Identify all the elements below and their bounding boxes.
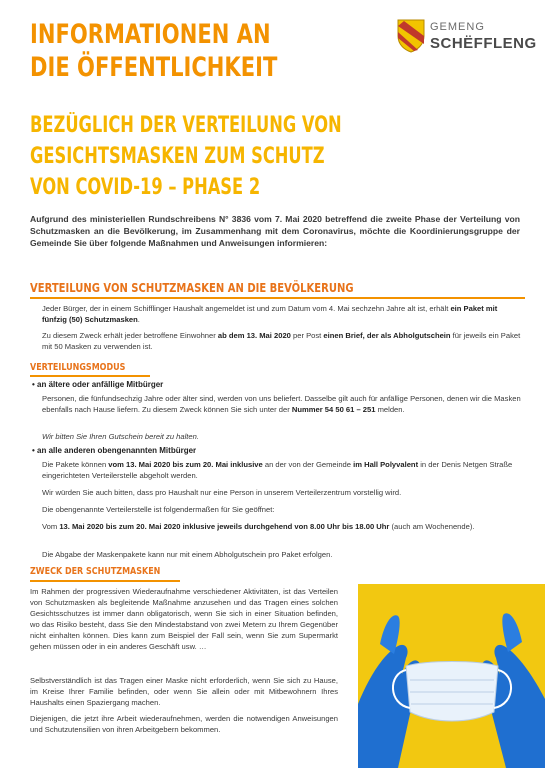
title-line-1: INFORMATIONEN AN	[30, 19, 271, 50]
text-run-bold: einen Brief, der als Abholgutschein	[323, 331, 451, 340]
elderly-paragraph	[42, 393, 522, 415]
text-run-bold: im Hall Polyvalent	[353, 460, 419, 469]
text-run: Die Pakete können	[42, 460, 109, 469]
section-divider	[30, 375, 150, 377]
section-heading-distribution: VERTEILUNG VON SCHUTZMASKEN AN DIE BEVÖLKERUNG	[30, 280, 354, 295]
distribution-paragraph-2	[42, 330, 522, 352]
subtitle-line-1: BEZÜGLICH DER VERTEILUNG VON	[30, 113, 342, 138]
text-run-bold: 13. Mai 2020 bis zum 20. Mai 2020 inklusive jeweils durchgehend von 8.00 Uhr bis 18.00 Uhr	[59, 522, 390, 531]
purpose-paragraph-3: Diejenigen, die jetzt ihre Arbeit wiederaufnehmen, werden die notwendigen Anweisungen und Schutzutensilien von ihren Arbeitgebern bekommen.	[30, 714, 338, 734]
text-run: in der Denis Netgen Straße eingerichteten Verteilerstelle abgeholt werden.	[42, 460, 513, 480]
subtitle-line-2: GESICHTSMASKEN ZUM SCHUTZ	[30, 144, 325, 169]
section-heading-purpose: ZWECK DER SCHUTZMASKEN	[30, 566, 161, 577]
logo-top-text: GEMENG	[430, 21, 485, 33]
text-run-bold: ab dem 13. Mai 2020	[217, 331, 291, 340]
section-divider	[30, 297, 525, 299]
text-run: an der von der Gemeinde	[262, 460, 354, 469]
bullet-elderly: • an ältere oder anfällige Mitbürger	[32, 380, 164, 389]
text-run: (auch am Wochenende).	[389, 522, 475, 531]
opening-intro: Die obengenannte Verteilerstelle ist folgendermaßen für Sie geöffnet:	[42, 505, 275, 514]
text-run: .	[137, 315, 140, 324]
municipality-logo	[396, 18, 536, 66]
text-run: Jeder Bürger, der in einem Schifflinger Haushalt angemeldet ist und zum Datum vom 4. Mai sechzehn Jahre alt ist, erhält	[42, 304, 451, 313]
text-run: Zu diesem Zweck erhält jeder betroffene Einwohner	[42, 331, 218, 340]
page-title	[30, 18, 295, 84]
phone-number: Nummer 54 50 61 – 251	[291, 405, 376, 414]
section-divider	[30, 580, 180, 582]
text-run: per Post	[290, 331, 324, 340]
household-note: Wir würden Sie auch bitten, dass pro Haushalt nur eine Person in unserem Verteilerzentrum vorstellig wird.	[42, 488, 402, 497]
text-run-bold: vom 13. Mai 2020 bis zum 20. Mai inklusive	[108, 460, 263, 469]
section-heading-mode: VERTEILUNGSMODUS	[30, 362, 126, 373]
distribution-paragraph-1	[42, 303, 522, 325]
mask-photo	[358, 584, 545, 768]
municipal-coat-of-arms-icon	[396, 18, 426, 54]
title-line-2: DIE ÖFFENTLICHKEIT	[30, 52, 278, 83]
purpose-paragraph-1: Im Rahmen der progressiven Wiederaufnahme verschiedener Aktivitäten, ist das Verteilen von Schutzmasken als begleitende Maßnahme anzusehen und das Tragen eines solchen Gesichtsschutzes ist immer dann obligatorisch, wenn Sie sich in einer Situation befinden, wo das Risiko besteht, dass Sie den Mindestabstand von zwei Metern zu Ihrem Gegenüber nicht einhalten können. Dies kann zum Beispiel der Fall sein, wenn Sie zum Supermarkt gehen müssen oder in ein anderes Geschäft usw. …	[30, 587, 338, 651]
intro-paragraph: Aufgrund des ministeriellen Rundschreibens N° 3836 vom 7. Mai 2020 betreffend die zweite Phase der Verteilung von Schutzmasken an die Bevölkerung, im Zusammenhang mit dem Coronavirus, möchte die Koordinierungsgruppe der Gemeinde Sie über folgende Maßnahmen und Anweisungen informieren:	[30, 214, 520, 248]
voucher-note: Wir bitten Sie Ihren Gutschein bereit zu halten.	[42, 432, 199, 441]
page-subtitle	[30, 110, 342, 203]
logo-name-text: SCHËFFLENG	[430, 35, 537, 52]
text-run: Vom	[42, 522, 60, 531]
subtitle-line-3: VON COVID-19 – PHASE 2	[30, 175, 261, 200]
text-run-bold: ein Paket mit fünfzig (50) Schutzmasken	[42, 304, 498, 324]
voucher-rule: Die Abgabe der Maskenpakete kann nur mit einem Abholgutschein pro Paket erfolgen.	[42, 550, 333, 559]
text-run: für jeweils ein Paket mit 50 Masken zu verwenden ist.	[42, 331, 521, 351]
opening-hours	[42, 521, 522, 532]
text-run: Personen, die fünfundsechzig Jahre oder älter sind, werden von uns beliefert. Dasselbe gilt auch für anfällige Personen, denen wir die Masken ebenfalls nach Hause liefern. Zu diesem Zweck können Sie sich unter der	[42, 394, 521, 414]
text-run: melden.	[375, 405, 405, 414]
pickup-paragraph	[42, 459, 522, 481]
purpose-paragraph-2: Selbstverständlich ist das Tragen einer Maske nicht erforderlich, wenn Sie sich zu Hause, im Kreise Ihrer Familie befinden, oder wenn Sie allein oder mit Mitbewohnern Ihres Haushalts einen Spaziergang machen.	[30, 676, 338, 707]
bullet-others: • an alle anderen obengenannten Mitbürger	[32, 446, 197, 455]
